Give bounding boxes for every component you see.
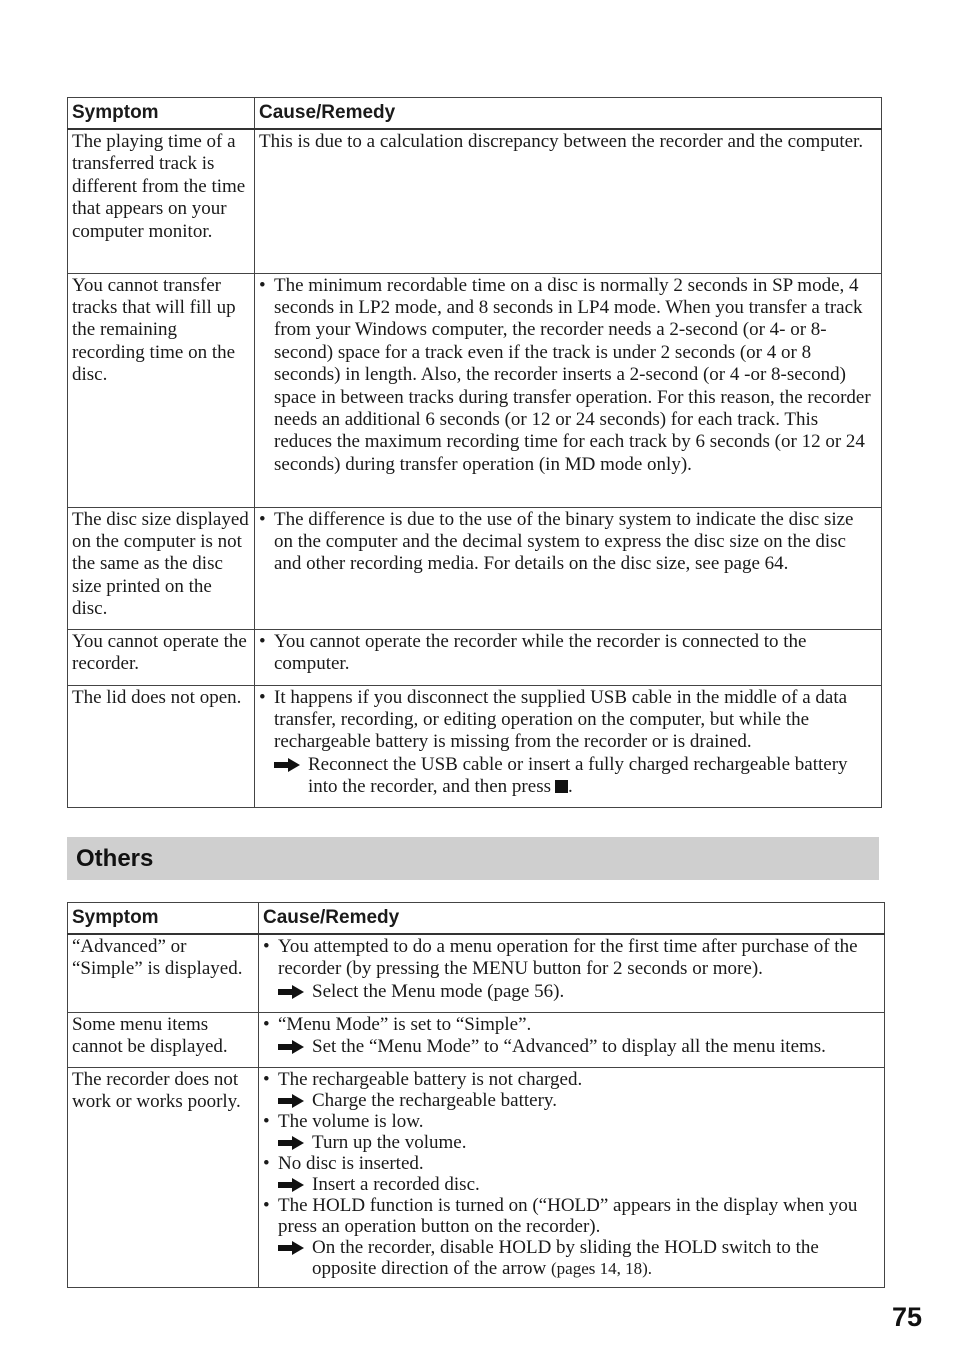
table-header-row bbox=[68, 903, 885, 935]
cause-text: No disc is inserted. bbox=[278, 1152, 424, 1174]
symptom-cell: The recorder does not work or works poorly. bbox=[68, 1067, 259, 1287]
remedy-cell bbox=[259, 1067, 885, 1287]
table-row bbox=[68, 507, 882, 629]
cause-bullet bbox=[263, 1111, 880, 1153]
remedy-cell bbox=[255, 273, 882, 507]
cause-bullet: • The difference is due to the use of the binary system to indicate the disc size on the computer and the decimal system to express the disc size on the disc and other recording media. For details on the disc size, see page 64. bbox=[259, 509, 877, 576]
symptom-cell: The disc size displayed on the computer is not the same as the disc size printed on the disc. bbox=[68, 507, 255, 629]
action-text: Insert a recorded disc. bbox=[312, 1173, 480, 1195]
table-row bbox=[68, 273, 882, 507]
arrow-right-icon bbox=[278, 1040, 304, 1054]
column-header-remedy: Cause/Remedy bbox=[255, 98, 882, 130]
action-text: Turn up the volume. bbox=[312, 1131, 467, 1153]
symptom-cell: The lid does not open. bbox=[68, 685, 255, 807]
table-header-row bbox=[68, 98, 882, 130]
cause-text: “Menu Mode” is set to “Simple”. bbox=[278, 1013, 532, 1035]
arrow-right-icon bbox=[278, 985, 304, 999]
stop-button-icon bbox=[555, 780, 568, 793]
action-end: . bbox=[567, 776, 573, 798]
cause-bullet bbox=[263, 1014, 880, 1059]
table-row bbox=[68, 129, 882, 273]
cause-bullet bbox=[263, 1195, 880, 1279]
cause-bullet bbox=[263, 1069, 880, 1111]
page-number: 75 bbox=[892, 1302, 923, 1332]
cause-text: You attempted to do a menu operation for the first time after purchase of the recorder (by pressing the MENU button for 2 seconds or more). bbox=[278, 936, 858, 980]
remedy-action bbox=[278, 1090, 880, 1111]
cause-bullet bbox=[259, 687, 877, 799]
action-text: Select the Menu mode (page 56). bbox=[312, 980, 565, 1002]
remedy-cell bbox=[255, 629, 882, 685]
table-row bbox=[68, 1067, 885, 1287]
symptom-cell: You cannot transfer tracks that will fill up the remaining recording time on the disc. bbox=[68, 273, 255, 507]
symptom-cell: Some menu items cannot be displayed. bbox=[68, 1012, 259, 1067]
remedy-action bbox=[278, 981, 880, 1003]
remedy-action bbox=[278, 1174, 880, 1195]
action-text: Charge the rechargeable battery. bbox=[312, 1089, 557, 1111]
table-row bbox=[68, 685, 882, 807]
arrow-right-icon bbox=[278, 1241, 304, 1255]
remedy-action bbox=[278, 1237, 880, 1279]
remedy-cell bbox=[259, 934, 885, 1012]
table-row bbox=[68, 934, 885, 1012]
arrow-right-icon bbox=[278, 1178, 304, 1192]
table-row bbox=[68, 629, 882, 685]
table-row bbox=[68, 1012, 885, 1067]
remedy-action bbox=[274, 754, 877, 799]
cause-bullet: • The minimum recordable time on a disc is normally 2 seconds in SP mode, 4 seconds in LP2 mode, and 8 seconds in LP4 mode. When you transfer a track from your Windows computer, the recorder needs a 2-second (or 4- or 8-second) space for a track even if the track is under 2 seconds (or 4 or 8 seconds) in length. Also, the recorder inserts a 2-second (or 4 -or 8-second) space in between tracks during transfer operation. For this reason, the recorder needs an additional 6 seconds (or 12 or 24 seconds) for each track. This reduces the maximum recording time for each track by 6 seconds (or 12 or 24 seconds) during transfer operation (in MD mode only). bbox=[259, 275, 877, 477]
section-header-bar bbox=[67, 837, 879, 880]
column-header-symptom: Symptom bbox=[68, 903, 259, 935]
remedy-cell bbox=[259, 1012, 885, 1067]
column-header-remedy: Cause/Remedy bbox=[259, 903, 885, 935]
cause-text: It happens if you disconnect the supplied USB cable in the middle of a data transfer, recording, or editing operation on the computer, but while the rechargeable battery is missing from the recorder or is drained. bbox=[274, 686, 848, 753]
cause-bullet bbox=[263, 936, 880, 1003]
action-text: Set the “Menu Mode” to “Advanced” to display all the menu items. bbox=[312, 1035, 826, 1057]
remedy-cell: This is due to a calculation discrepancy between the recorder and the computer. bbox=[255, 129, 882, 273]
remedy-cell bbox=[255, 507, 882, 629]
section-title: Others bbox=[76, 845, 154, 872]
troubleshooting-table-2 bbox=[67, 902, 885, 1288]
arrow-right-icon bbox=[278, 1136, 304, 1150]
page-reference: (pages 14, 18). bbox=[551, 1258, 653, 1278]
symptom-cell: The playing time of a transferred track is different from the time that appears on your computer monitor. bbox=[68, 129, 255, 273]
cause-bullet: • You cannot operate the recorder while the recorder is connected to the computer. bbox=[259, 631, 877, 676]
cause-text: The HOLD function is turned on (“HOLD” appears in the display when you press an operation button on the recorder). bbox=[278, 1194, 858, 1237]
remedy-action bbox=[278, 1132, 880, 1153]
cause-text: The rechargeable battery is not charged. bbox=[278, 1068, 583, 1090]
troubleshooting-table-1 bbox=[67, 97, 882, 808]
arrow-right-icon bbox=[274, 758, 300, 772]
cause-text: The volume is low. bbox=[278, 1110, 424, 1132]
symptom-cell: You cannot operate the recorder. bbox=[68, 629, 255, 685]
action-text: On the recorder, disable HOLD by sliding the HOLD switch to the opposite direction of the arrow bbox=[312, 1236, 819, 1279]
remedy-cell bbox=[255, 685, 882, 807]
arrow-right-icon bbox=[278, 1094, 304, 1108]
action-text: Reconnect the USB cable or insert a fully charged rechargeable battery into the recorder, and then press bbox=[308, 753, 848, 798]
column-header-symptom: Symptom bbox=[68, 98, 255, 130]
symptom-cell: “Advanced” or “Simple” is displayed. bbox=[68, 934, 259, 1012]
cause-bullet bbox=[263, 1153, 880, 1195]
remedy-action bbox=[278, 1036, 886, 1058]
